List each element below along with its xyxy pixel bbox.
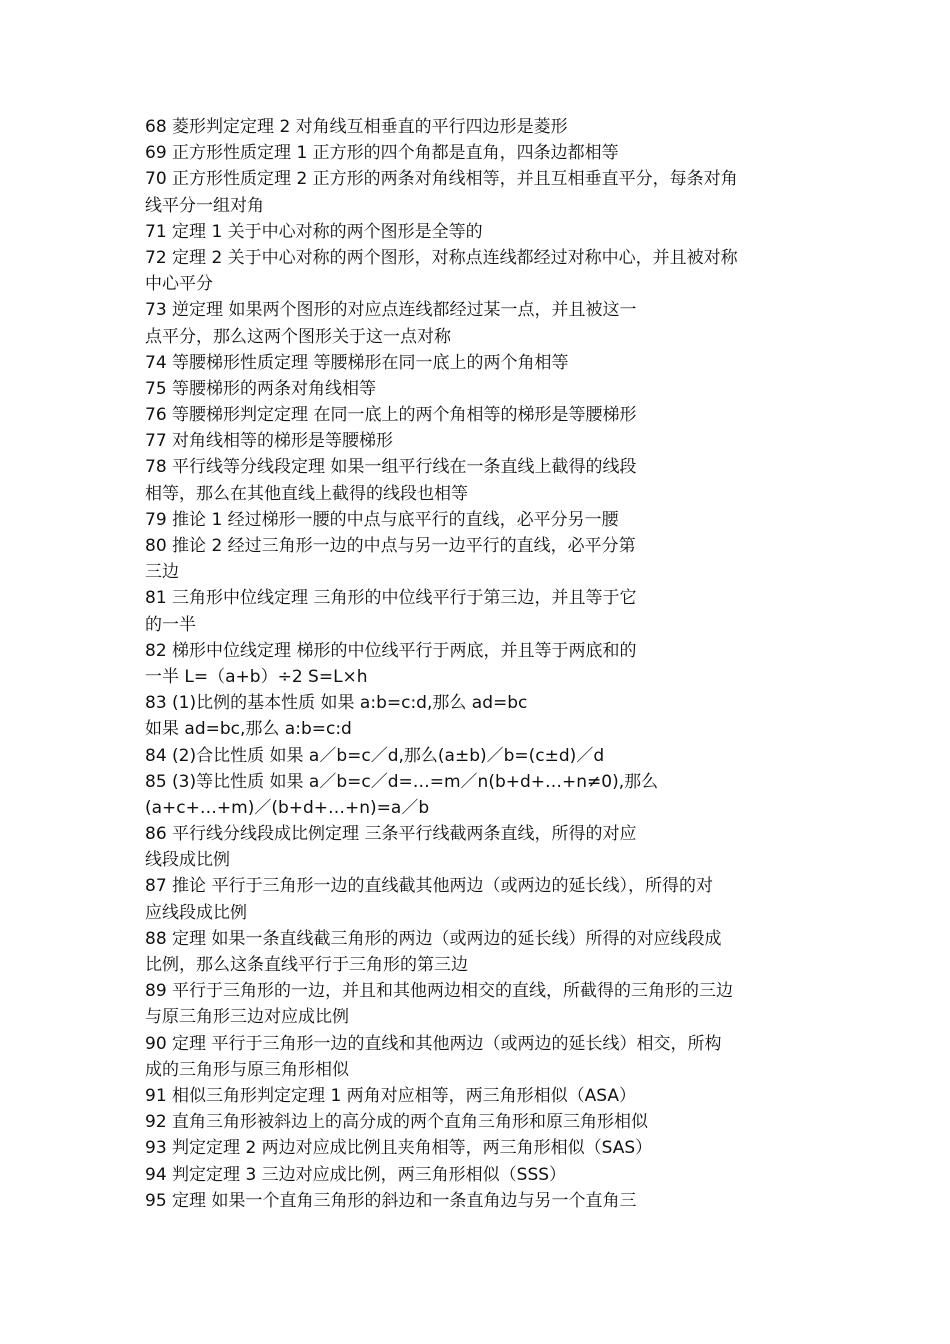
text-line: 83 (1)比例的基本性质 如果 a:b=c:d,那么 ad=bc (145, 693, 528, 714)
text-line: 81 三角形中位线定理 三角形的中位线平行于第三边，并且等于它 (145, 588, 637, 609)
text-line: 92 直角三角形被斜边上的高分成的两个直角三角形和原三角形相似 (145, 1112, 649, 1133)
text-line: 比例，那么这条直线平行于三角形的第三边 (145, 955, 468, 975)
text-line: 82 梯形中位线定理 梯形的中位线平行于两底，并且等于两底和的 (145, 640, 637, 661)
text-line: 78 平行线等分线段定理 如果一组平行线在一条直线上截得的线段 (145, 457, 637, 478)
text-line: (a+c+…+m)／(b+d+…+n)=a／b (145, 797, 430, 818)
text-line: 80 推论 2 经过三角形一边的中点与另一边平行的直线，必平分第 (145, 536, 636, 556)
text-line: 一半 L=（a+b）÷2 S=L×h (145, 666, 368, 687)
document-body (145, 114, 815, 1214)
text-line: 94 判定定理 3 三边对应成比例，两三角形相似（SSS） (145, 1164, 567, 1185)
text-line: 88 定理 如果一条直线截三角形的两边（或两边的延长线）所得的对应线段成 (145, 928, 722, 949)
text-line: 77 对角线相等的梯形是等腰梯形 (145, 431, 394, 452)
text-line: 93 判定定理 2 两边对应成比例且夹角相等，两三角形相似（SAS） (145, 1138, 653, 1159)
text-line: 68 菱形判定定理 2 对角线互相垂直的平行四边形是菱形 (145, 117, 568, 137)
text-line: 69 正方形性质定理 1 正方形的四个角都是直角，四条边都相等 (145, 143, 619, 164)
text-line: 线段成比例 (145, 850, 230, 871)
text-line: 84 (2)合比性质 如果 a／b=c／d,那么(a±b)／b=(c±d)／d (145, 745, 605, 766)
text-line: 点平分，那么这两个图形关于这一点对称 (145, 326, 451, 347)
text-line: 70 正方形性质定理 2 正方形的两条对角线相等，并且互相垂直平分，每条对角 (145, 169, 738, 190)
text-line: 成的三角形与原三角形相似 (145, 1059, 349, 1080)
text-line: 三边 (145, 562, 179, 583)
text-line: 73 逆定理 如果两个图形的对应点连线都经过某一点，并且被这一 (145, 300, 637, 321)
text-line: 79 推论 1 经过梯形一腰的中点与底平行的直线，必平分另一腰 (145, 509, 619, 530)
text-line: 与原三角形三边对应成比例 (145, 1007, 349, 1028)
text-line: 71 定理 1 关于中心对称的两个图形是全等的 (145, 221, 483, 242)
text-line: 76 等腰梯形判定定理 在同一底上的两个角相等的梯形是等腰梯形 (145, 405, 637, 426)
text-line: 75 等腰梯形的两条对角线相等 (145, 378, 377, 399)
text-line: 86 平行线分线段成比例定理 三条平行线截两条直线，所得的对应 (145, 824, 637, 845)
text-line: 的一半 (145, 614, 196, 635)
text-line: 87 推论 平行于三角形一边的直线截其他两边（或两边的延长线），所得的对 (145, 876, 713, 897)
text-line: 相等，那么在其他直线上截得的线段也相等 (145, 483, 468, 504)
text-line: 85 (3)等比性质 如果 a／b=c／d=…=m／n(b+d+…+n≠0),那么 (145, 771, 659, 792)
text-line: 74 等腰梯形性质定理 等腰梯形在同一底上的两个角相等 (145, 352, 569, 373)
text-line: 线平分一组对角 (145, 195, 264, 216)
text-line: 91 相似三角形判定定理 1 两角对应相等，两三角形相似（ASA） (145, 1085, 637, 1106)
text-line: 中心平分 (145, 274, 213, 295)
text-line: 90 定理 平行于三角形一边的直线和其他两边（或两边的延长线）相交，所构 (145, 1033, 722, 1054)
text-line: 95 定理 如果一个直角三角形的斜边和一条直角边与另一个直角三 (145, 1190, 637, 1211)
text-line: 如果 ad=bc,那么 a:b=c:d (145, 719, 352, 740)
text-line: 72 定理 2 关于中心对称的两个图形，对称点连线都经过对称中心，并且被对称 (145, 247, 738, 268)
text-line: 89 平行于三角形的一边，并且和其他两边相交的直线，所截得的三角形的三边 (145, 981, 734, 1002)
text-line: 应线段成比例 (145, 902, 247, 923)
